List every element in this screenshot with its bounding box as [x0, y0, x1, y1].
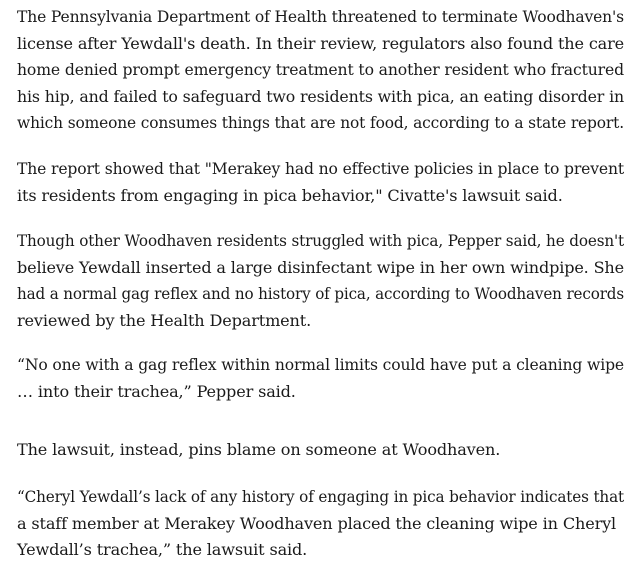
text-line: The lawsuit, instead, pins blame on someone at Woodhaven.	[17, 440, 501, 459]
article-paragraph	[17, 352, 628, 405]
text-line: reviewed by the Health Department.	[17, 310, 312, 330]
text-line: “No one with a gag reflex within normal limits could have put a cleaning wipe	[17, 355, 624, 374]
text-line: The Pennsylvania Department of Health threatened to terminate Woodhaven's	[17, 7, 624, 26]
article-paragraph	[17, 228, 628, 334]
text-line: believe Yewdall inserted a large disinfectant wipe in her own windpipe. She	[17, 257, 624, 277]
text-line: home denied prompt emergency treatment to another resident who fractured	[17, 60, 624, 79]
text-line: its residents from engaging in pica behavior," Civatte's lawsuit said.	[17, 185, 563, 205]
article-paragraph	[17, 156, 628, 209]
text-line: a staff member at Merakey Woodhaven placed the cleaning wipe in Cheryl	[17, 513, 617, 533]
text-line: had a normal gag reflex and no history of pica, according to Woodhaven records	[17, 284, 624, 303]
text-line: … into their trachea,” Pepper said.	[17, 381, 296, 401]
text-line: his hip, and failed to safeguard two residents with pica, an eating disorder in	[17, 86, 624, 106]
article-paragraph	[17, 437, 500, 464]
text-line: license after Yewdall's death. In their review, regulators also found the care	[17, 33, 625, 53]
article-paragraph	[17, 484, 628, 564]
text-line: The report showed that "Merakey had no effective policies in place to prevent	[17, 159, 625, 178]
article-paragraph	[17, 4, 628, 137]
text-line: Though other Woodhaven residents struggled with pica, Pepper said, he doesn't	[17, 231, 625, 250]
text-line: “Cheryl Yewdall’s lack of any history of engaging in pica behavior indicates that	[17, 487, 625, 506]
text-line: which someone consumes things that are not food, according to a state report.	[17, 113, 624, 132]
text-line: Yewdall’s trachea,” the lawsuit said.	[17, 540, 308, 559]
